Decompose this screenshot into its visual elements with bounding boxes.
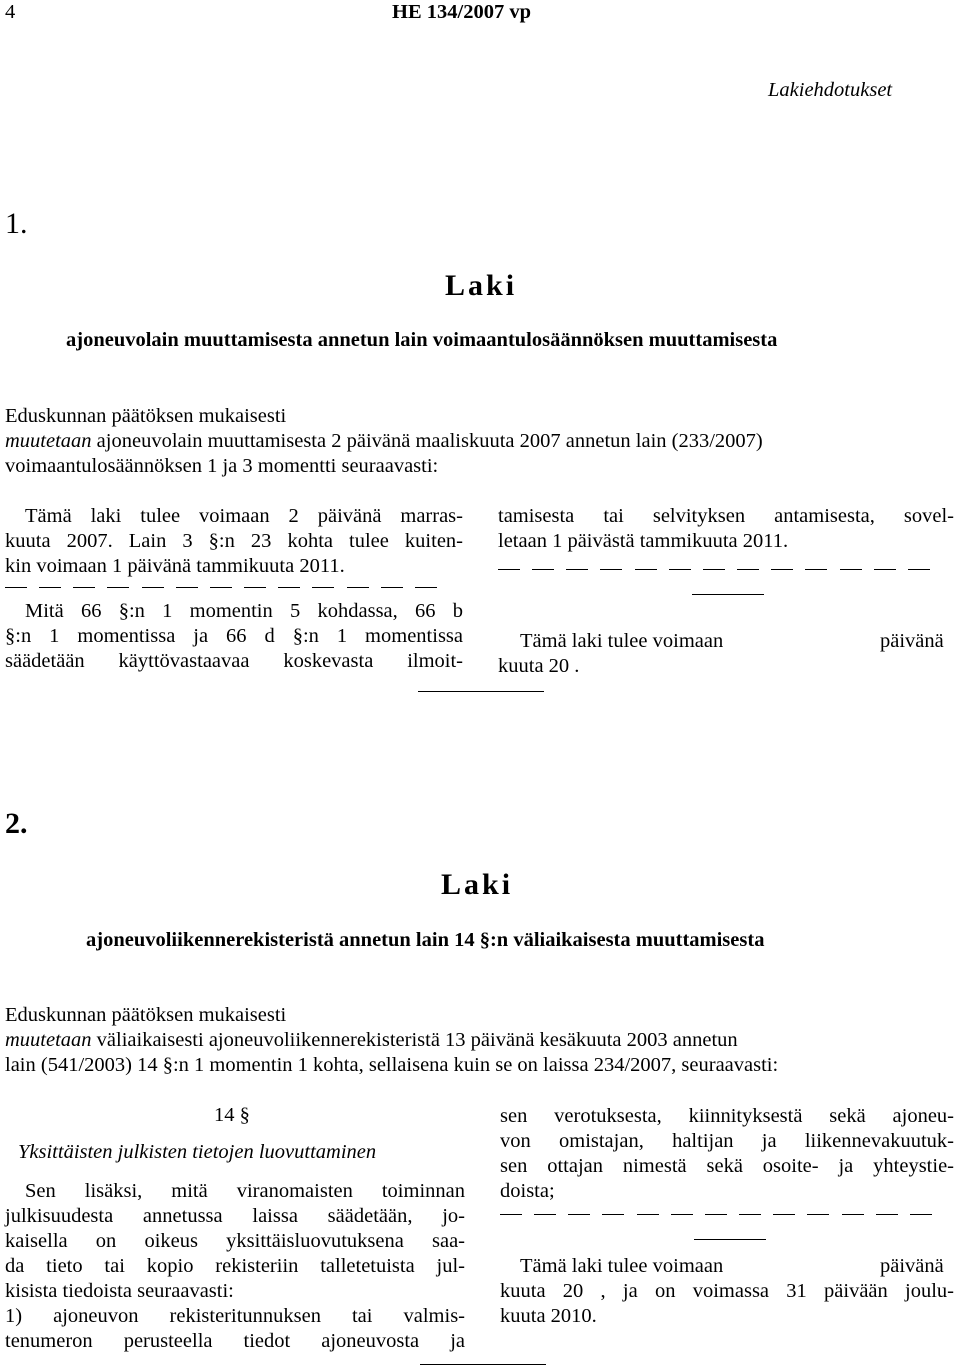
law-1-heading: Laki: [445, 269, 518, 302]
law-1-right-separator: [692, 594, 764, 595]
law-2-left-line-4: da tieto tai kopio rekisteriin talletetuista jul-: [5, 1255, 465, 1277]
law-1-enacting-line-1: [5, 429, 955, 454]
law-2-left-line-3: kaisella on oikeus yksittäisluovutuksena saa-: [5, 1230, 465, 1252]
law-2-left-line-5: kisista tiedoista seuraavasti:: [5, 1280, 234, 1302]
law-2-closing-column: [500, 1279, 954, 1329]
law-2-right-column: [500, 1104, 954, 1204]
law-1-left-line-3: kin voimaan 1 päivänä tammikuuta 2011.: [5, 555, 345, 577]
law-1-left-line-2: kuuta 2007. Lain 3 §:n 23 kohta tulee kuiten-: [5, 530, 463, 552]
law-1-left-column: [5, 504, 463, 579]
law-2-left2-line-1: 1) ajoneuvon rekisteritunnuksen tai valmis-: [5, 1305, 465, 1327]
law-1-closing-part-b: päivänä: [880, 630, 944, 652]
document-id: HE 134/2007 vp: [392, 1, 531, 23]
law-2-enacting-line-2: lain (541/2003) 14 §:n 1 momentin 1 kohta, sellaisena kuin se on laissa 234/2007, seuraavasti:: [5, 1054, 779, 1076]
law-1-left2-line-3: säädetään käyttövastaavaa koskevasta ilmoit-: [5, 650, 463, 672]
law-2-intro: Eduskunnan päätöksen mukaisesti: [5, 1004, 287, 1026]
law-2-left-column: [5, 1179, 465, 1354]
law-1-left2-line-1: Mitä 66 §:n 1 momentin 5 kohdassa, 66 b: [25, 600, 463, 622]
law-2-left2-line-2: tenumeron perusteella tiedot ajoneuvosta ja: [5, 1330, 465, 1352]
law-2-heading: Laki: [441, 868, 514, 901]
law-1-enacting-line-2: voimaantulosäännöksen 1 ja 3 momentti seuraavasti:: [5, 455, 439, 477]
law-2-enacting-line-1: [5, 1028, 960, 1053]
law-2-right-line-1: sen verotuksesta, kiinnityksestä sekä ajoneu-: [500, 1105, 954, 1127]
law-2-right-line-4: doista;: [500, 1180, 555, 1202]
law-1-end-rule: [418, 691, 544, 692]
law-1-enact-rest: ajoneuvolain muuttamisesta 2 päivänä maaliskuuta 2007 annetun lain (233/2007): [91, 430, 763, 452]
law-2-number: 2.: [5, 807, 28, 840]
law-1-left-line-1: Tämä laki tulee voimaan 2 päivänä marras-: [25, 505, 463, 527]
law-1-right-line-1: tamisesta tai selvityksen antamisesta, sovel-: [498, 505, 954, 527]
law-1-left-column-2: [5, 599, 463, 674]
law-2-right-omission-dashes: [500, 1214, 932, 1216]
law-1-number: 1.: [5, 207, 28, 240]
law-1-intro: Eduskunnan päätöksen mukaisesti: [5, 405, 287, 427]
law-2-left-line-2: julkisuudesta annetussa laissa säädetään, jo-: [5, 1205, 465, 1227]
law-2-enact-rest: väliaikaisesti ajoneuvoliikennerekisteristä 13 päivänä kesäkuuta 2003 annetun: [91, 1029, 738, 1051]
law-2-closing-line-3: kuuta 2010.: [500, 1305, 597, 1327]
law-1-right-line-2: letaan 1 päivästä tammikuuta 2011.: [498, 530, 789, 552]
law-1-left-omission-dashes: [5, 587, 437, 589]
law-2-right-separator: [694, 1239, 766, 1240]
law-2-closing-part-b: päivänä: [880, 1255, 944, 1277]
law-1-right-omission-dashes: [498, 569, 930, 571]
law-2-enact-verb: muutetaan: [5, 1029, 92, 1051]
law-1-title: ajoneuvolain muuttamisesta annetun lain voimaantulosäännöksen muuttamisesta: [66, 329, 778, 351]
law-1-right-column: [498, 504, 954, 554]
law-2-right-line-3: sen ottajan nimestä sekä osoite- ja yhteystie-: [500, 1155, 954, 1177]
section-title: Lakiehdotukset: [768, 79, 893, 101]
law-2-section-heading: Yksittäisten julkisten tietojen luovuttaminen: [18, 1141, 377, 1163]
law-1-left2-line-2: §:n 1 momentissa ja 66 d §:n 1 momentissa: [5, 625, 463, 647]
law-1-closing-line-2: kuuta 20 .: [498, 655, 580, 677]
law-2-section-number: 14 §: [214, 1104, 250, 1126]
law-2-closing-line-2: kuuta 20 , ja on voimassa 31 päivään joulu-: [500, 1280, 954, 1302]
law-1-enact-verb: muutetaan: [5, 430, 92, 452]
page-number: 4: [5, 1, 16, 23]
law-2-left-line-1: Sen lisäksi, mitä viranomaisten toiminnan: [25, 1180, 465, 1202]
law-2-end-rule: [420, 1364, 546, 1365]
law-1-closing-part-a: Tämä laki tulee voimaan: [520, 630, 724, 652]
law-2-title: ajoneuvoliikennerekisteristä annetun lain 14 §:n väliaikaisesta muuttamisesta: [86, 929, 765, 951]
law-2-closing-part-a: Tämä laki tulee voimaan: [520, 1255, 724, 1277]
law-2-right-line-2: von omistajan, haltijan ja liikennevakuutuk-: [500, 1130, 954, 1152]
